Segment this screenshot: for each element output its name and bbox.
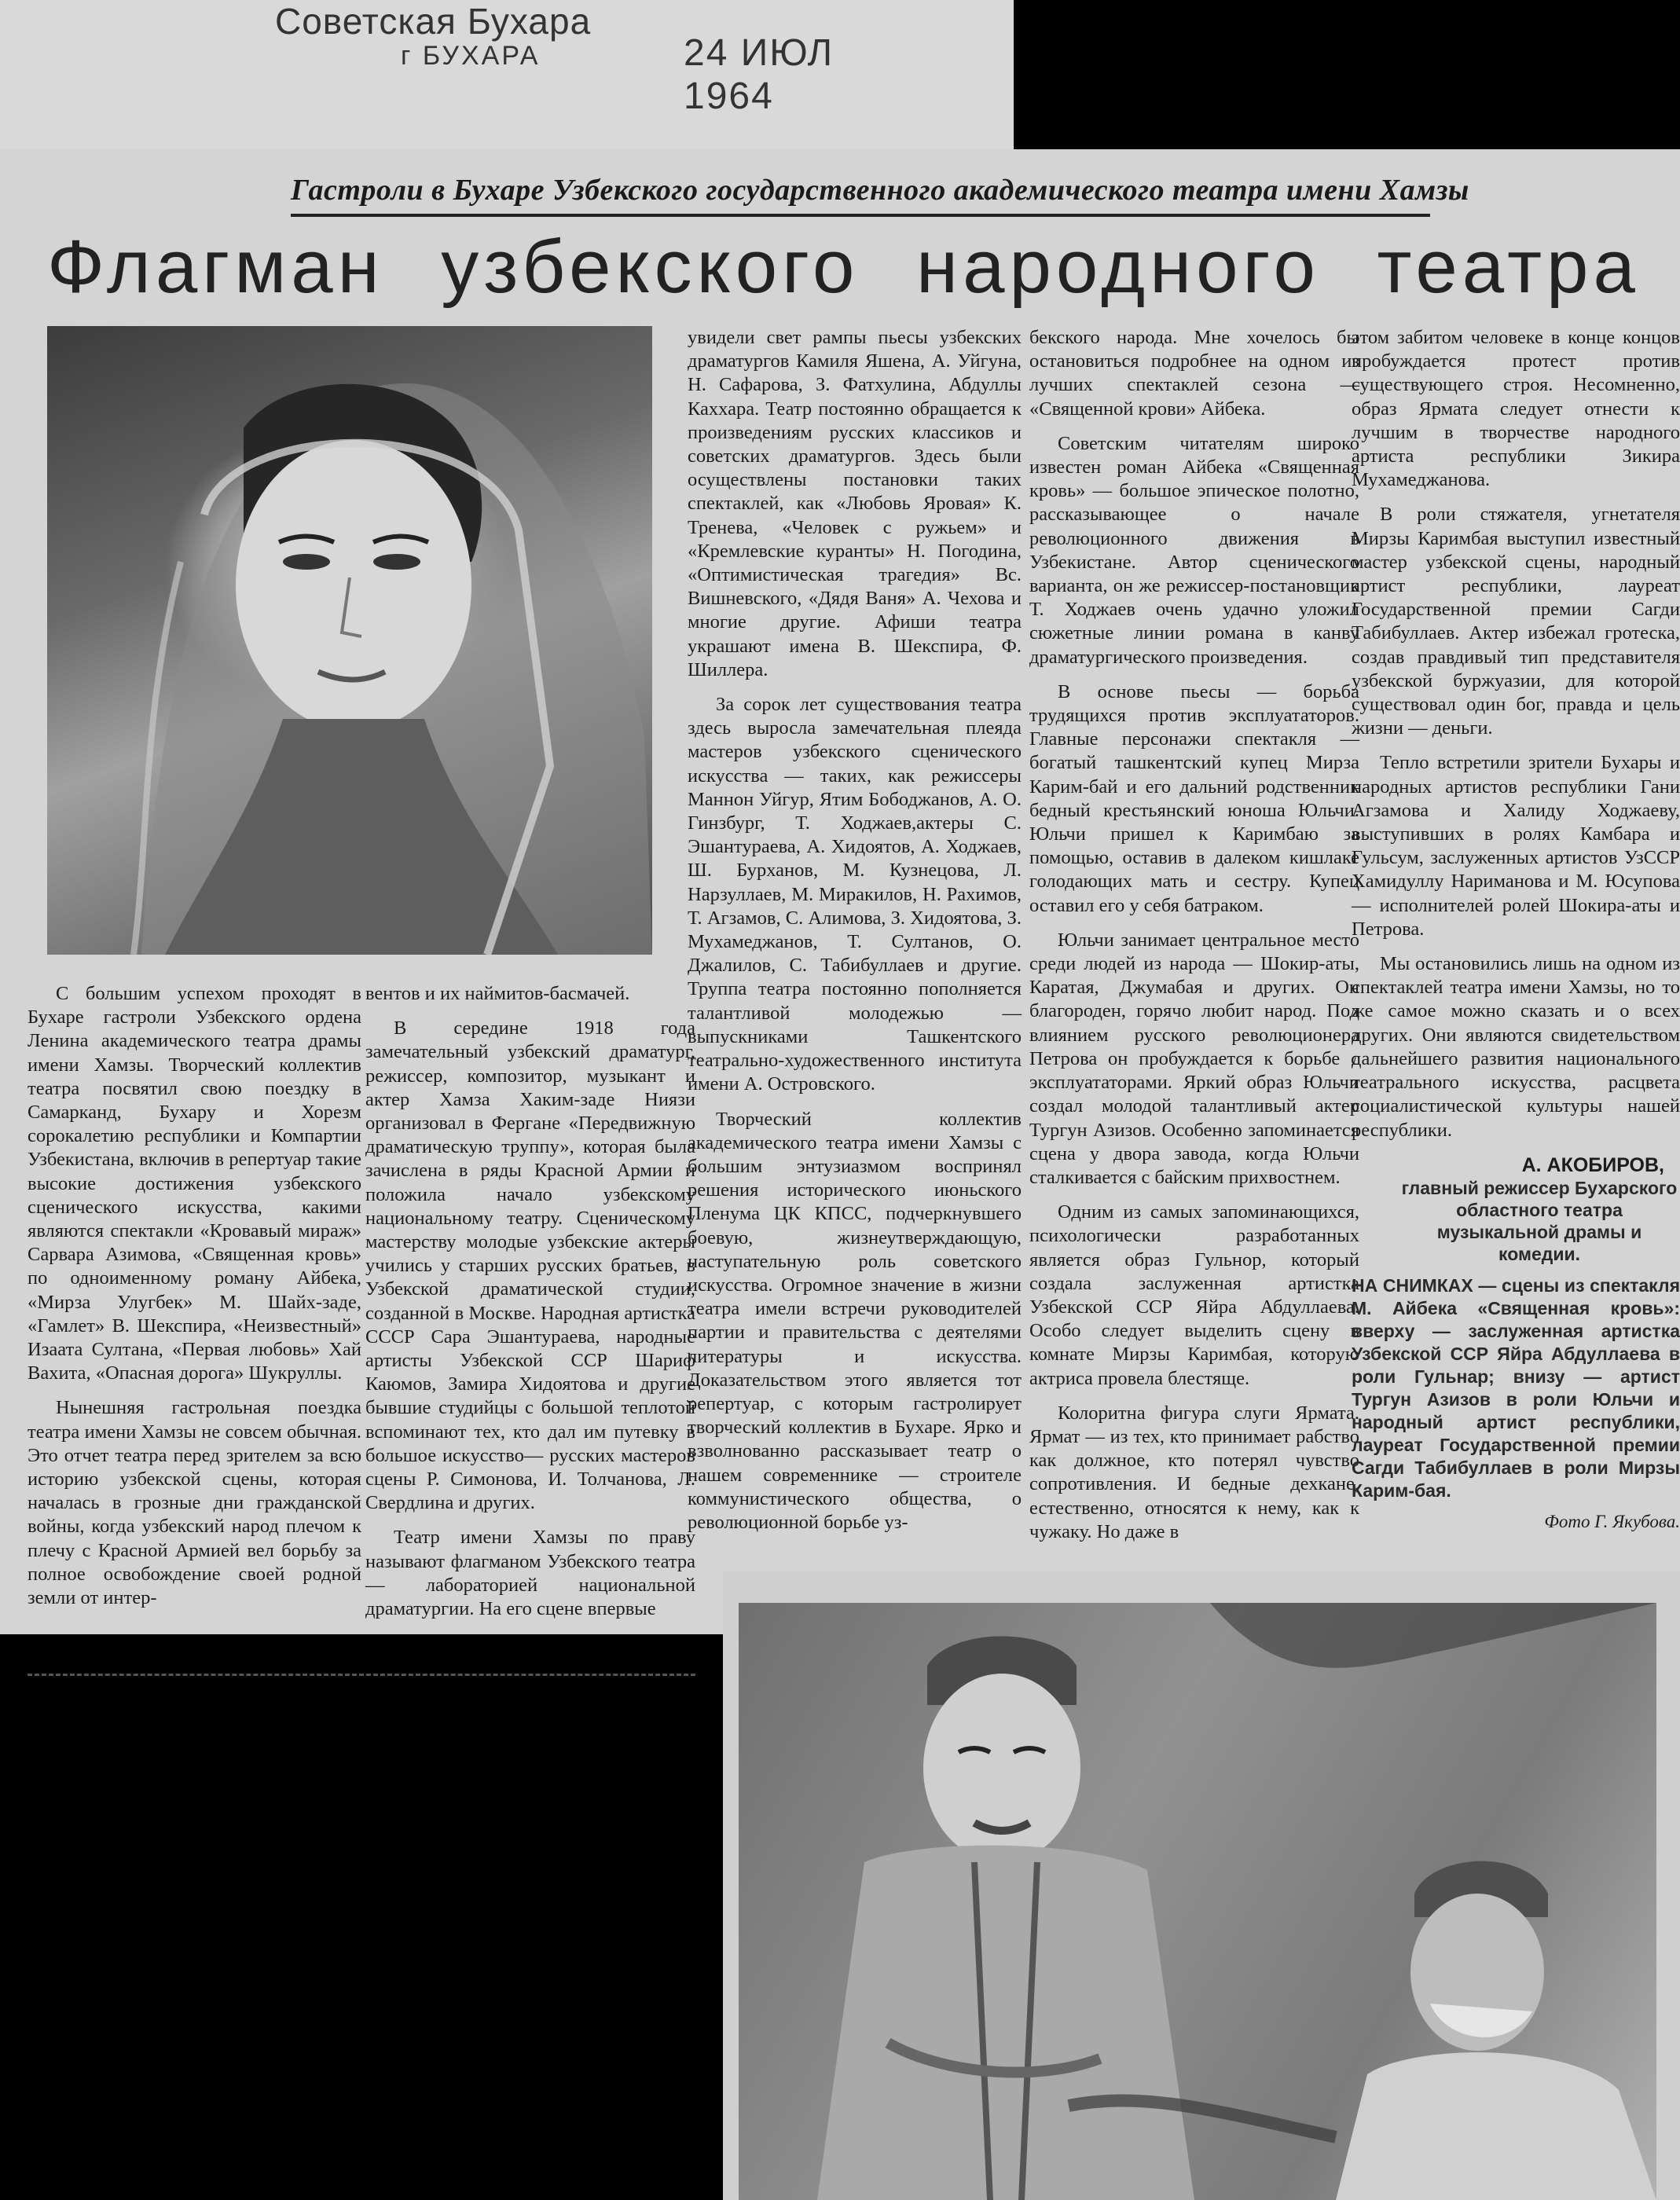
column-end-rule [28,1674,695,1676]
paragraph: С большим успехом проходят в Бухаре гастроли Узбекского ордена Ленина академического театра драмы имени Хамзы. Творческий коллектив театра посвятил свою поездку в Самарканд, Бухару и Хорезм сорокалетию республики и Компартии Узбекистана, включив в репертуар такие высокие достижения узбекского сценического искусства, какими являются спектакли «Кровавый мираж» Сарвара Азимова, «Священная кровь» по одноименному роману Айбека, «Мирза Улугбек» М. Шайх-заде, «Гамлет» В. Шекспира, «Неизвестный» Изаата Султана, «Первая любовь» Хай Вахита, «Опасная дорога» Шукруллы. [28,983,361,1384]
paragraph: В основе пьесы — борьба трудящихся против эксплуататоров. Главные персонажи спектакля — богатый ташкентский купец Мирза Карим-бай и его дальний родственник бедный крестьянский юноша Юльчи. Юльчи пришел к Каримбаю за помощью, оставив в далеком кишлаке голодающих мать и сестру. Купец оставил его у себя батраком. [1029,680,1359,916]
article-column-2 [365,982,695,1632]
photo-credit: Фото Г. Якубова. [1544,1511,1680,1531]
portrait-illustration [47,326,652,955]
paragraph: В середине 1918 года замечательный узбекский драматург, режиссер, композитор, музыкант и актер Хамза Хаким-заде Ниязи организовал в Фергане «Передвижную драматическую труппу», которая была зачислена в ряды Красной Армии и положила начало узбекскому национальному театру. Сценическому мастерству молодые узбекские актеры учились у старших русских братьев, в Узбекской драматической студии, созданной в Москве. Народная артистка СССР Сара Эшантураева, народные артисты Узбекской ССР Шариф Каюмов, Замира Хидоятова и другие бывшие студийцы с большой теплотой вспоминают тех, кто дал им путевку в большое искусство— русских мастеров сцены Р. Симонова, И. Толчанова, Л. Свердлина и других. [365,1018,695,1514]
author-signature: А. АКОБИРОВ, [1521,1153,1664,1176]
paragraph: Советским читателям широко известен роман Айбека «Священная кровь» — большое эпическое полотно, рассказывающее о начале революционного движения в Узбекистане. Автор сценического варианта, он же режиссер-постановщик Т. Ходжаев очень удачно уложил сюжетные линии романа в канву драматургического произведения. [1029,432,1359,668]
paragraph: Театр имени Хамзы по праву называют флагманом Узбекского театра — лабораторией национальной драматургии. На его сцене впервые [365,1527,695,1620]
article-column-5 [1352,326,1680,1534]
paragraph: увидели свет рампы пьесы узбекских драматургов Камиля Яшена, А. Уйгуна, Н. Сафарова, З. Фатхулина, Абдуллы Каххара. Театр постоянно обращается к произведениям русских классиков и советских драматургов. Здесь были осуществлены постановки таких спектаклей, как «Любовь Яровая» К. Тренева, «Человек с ружьем» и «Кремлевские куранты» Н. Погодина, «Оптимистическая трагедия» Вс. Вишневского, «Дядя Ваня» А. Чехова и многие другие. Афиши театра украшают имена В. Шекспира, Ф. Шиллера. [688,327,1022,680]
paragraph: Тепло встретили зрители Бухары и народных артистов республики Гани Агзамова и Халиду Ходжаеву, выступивших в ролях Камбара и Гульсум, заслуженных артистов УзССР Хамидуллу Нариманова и М. Юсупова — исполнителей ролей Шокира-аты и Петрова. [1352,752,1680,940]
article-kicker: Гастроли в Бухаре Узбекского государственного академического театра имени Хамзы [291,173,1430,217]
article-column-3 [688,326,1022,1546]
paragraph: Одним из самых запоминающихся, психологически разработанных является образ Гульнор, который создала заслуженная артистка Узбекской ССР Яйра Абдуллаева. Особо следует выделить сцену в комнате Мирзы Каримбая, которую актриса провела блестяще. [1029,1201,1359,1389]
scan-background-notch [0,1634,723,2200]
paragraph: Творческий коллектив академического театра имени Хамзы с большим энтузиазмом воспринял решения исторического июньского Пленума ЦК КПСС, подчеркнувшего боевую, жизнеутверждающую, наступательную роль советского искусства. Огромное значение в жизни театра имели встречи руководителей партии и правительства с деятелями литературы и искусства. Доказательством этого является тот репертуар, с которым гастролирует творческий коллектив в Бухаре. Ярко и взволнованно рассказывает театр о нашем современнике — строителе коммунистического общества, о революционной борьбе уз- [688,1108,1022,1533]
paragraph: Колоритна фигура слуги Ярмата. Ярмат — из тех, кто принимает рабство как должное, кто потерял чувство сопротивления. И бедные дехкане, естественно, относятся к нему, как к чужаку. Но даже в [1029,1402,1359,1542]
stamp-newspaper: Советская Бухара [275,1,592,42]
stamp-date: 24 ИЮЛ 1964 [684,32,834,117]
photo-stage-scene [739,1603,1656,2200]
article-headline: Флагман узбекского народного театра [47,225,1640,309]
photo-caption [1352,1274,1680,1502]
paragraph: этом забитом человеке в конце концов пробуждается протест против существующего строя. Несомненно, образ Ярмата следует отнести к лучшим в творчестве народного артиста республики Зикира Мухамеджанова. [1352,327,1680,491]
paragraph: За сорок лет существования театра здесь выросла замечательная плеяда мастеров узбекского сценического искусства — таких, как режиссеры Маннон Уйгур, Ятим Бободжанов, А. О. Гинзбург, Т. Ходжаев,актеры С. Эшантураева, А. Хидоятов, А. Ходжаев, Ш. Бурханов, М. Кузнецова, Л. Нарзуллаев, М. Миракилов, Н. Рахимов, Т. Агзамов, С. Алимова, З. Хидоятова, З. Мухамеджанов, Т. Султанов, О. Джалилов, С. Табибуллаев и другие. Труппа театра постоянно пополняется талантливой молодежью — выпускниками Ташкентского театрально-художественного института имени А. Островского. [688,694,1022,1095]
paragraph: вентов и их наймитов-басмачей. [365,983,630,1004]
article-column-4 [1029,326,1359,1555]
paragraph: Юльчи занимает центральное место среди людей из народа — Шокир-аты, Каратая, Джумабая и других. Он благороден, горячо любит народ. Под влиянием русского революционера Петрова он пробуждается к борьбе с эксплуататорами. Яркий образ Юльчи создал молодой талантливый актер Тургун Азизов. Особенно запоминается сцена у двора завода, когда Юльчи сталкивается с байским прихвостнем. [1029,929,1359,1188]
scene-illustration [739,1603,1656,2200]
caption-label: НА СНИМКАХ [1352,1274,1473,1296]
paragraph: бекского народа. Мне хочелось бы остановиться подробнее на одном из лучших спектаклей сезона — «Священной крови» Айбека. [1029,327,1359,420]
paragraph: Нынешняя гастрольная поездка театра имени Хамзы не совсем обычная. Это отчет театра перед зрителем за всю историю узбекской сцены, которая началась в грозные дни гражданской войны, когда узбекский народ плечом к плечу с Красной Армией вел борьбу за полное освобождение своей родной земли от интер- [28,1397,361,1609]
caption-text: — сцены из спектакля М. Айбека «Священная кровь»: вверху — заслуженная артистка Узбекской ССР Яйра Абдуллаева в роли Гульнар; внизу — артист Тургун Азизов в роли Юльчи и народный артист республики, лауреат Государственной премии Сагди Табибуллаев в роли Мирзы Карим-бая. [1352,1274,1680,1501]
photo-actress-portrait [47,326,652,955]
paragraph: В роли стяжателя, угнетателя Мирзы Каримбая выступил известный мастер узбекской сцены, народный артист республики, лауреат Государственной премии Сагди Табибуллаев. Актер избежал гротеска, создав правдивый тип представителя узбекской буржуазии, для которой существовал один бог, правда и цель жизни — деньги. [1352,504,1680,739]
scan-background-corner [1014,0,1680,149]
stamp-city: г БУХАРА [401,41,541,71]
article-column-1 [28,982,361,1621]
author-role: главный режиссер Бухарского областного театра музыкальной драмы и комедии. [1401,1177,1678,1264]
paragraph: Мы остановились лишь на одном из спектаклей театра имени Хамзы, но то же самое можно сказать и о всех других. Они являются свидетельством дальнейшего развития национального театрального искусства, расцвета социалистической культуры нашей республики. [1352,953,1680,1141]
